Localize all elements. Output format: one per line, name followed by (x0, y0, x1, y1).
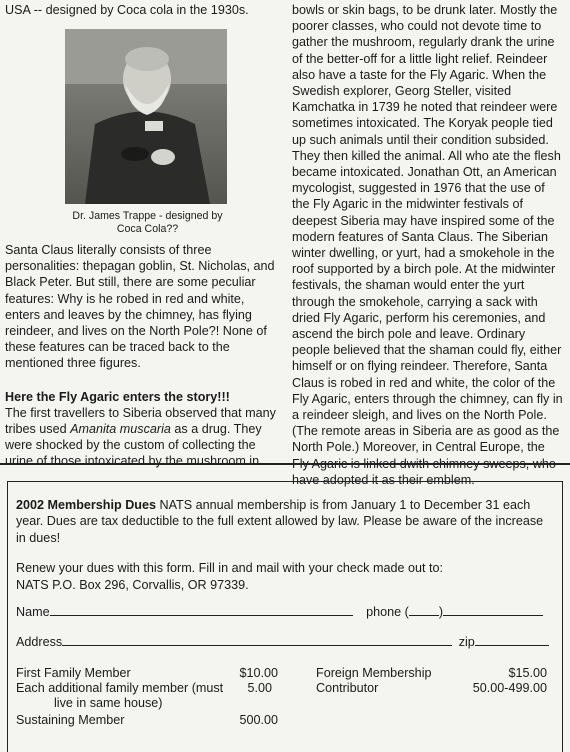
phone-label: phone ( (366, 605, 409, 619)
fee-foreign-label: Foreign Membership (316, 666, 432, 680)
zip-field[interactable] (475, 632, 549, 646)
phone-close-paren: ) (438, 605, 444, 619)
zip-label: zip (458, 635, 475, 649)
photo-caption (45, 210, 250, 236)
left-body (5, 242, 280, 470)
phone-number-field[interactable] (443, 602, 543, 616)
name-label: Name (16, 605, 50, 619)
membership-title: 2002 Membership Dues (16, 498, 156, 512)
fee-first-family-amount: $10.00 (239, 666, 278, 680)
paragraph-travellers (5, 405, 280, 470)
address-field[interactable] (62, 632, 452, 646)
paragraph-travellers-text-b: as a drug. They were shocked by the custom of collecting the urine of those intoxicated by the mushroom in (5, 422, 262, 469)
right-column (292, 2, 564, 488)
fee-additional-label-1: Each additional family member (must (16, 681, 224, 695)
paragraph-travellers-text-a: The first travellers to Siberia observed that many tribes used (5, 405, 276, 437)
species-name-italic: Amanita muscaria (70, 422, 171, 437)
fee-first-family-label: First Family Member (16, 666, 131, 680)
membership-intro-text (16, 497, 556, 546)
fee-foreign-amount: $15.00 (508, 666, 547, 680)
paragraph-reindeer-shaman: bowls or skin bags, to be drunk later. Mostly the poorer classes, who could not devote time to gather the mushroom, regularly drank the urine of the better-off for a little light relief. Reindeer also have a taste for the Fly Agaric. When the Swedish explorer, Georg Steller, visited Kamchatka in 1739 he noted that reindeer were sometimes intoxicated. The Koryak people tied up such animals until their condition subsided. They then killed the animal. All who ate the flesh became intoxicated. Jonathan Ott, an American mycologist, suggested in 1976 that the use of the Fly Agaric in the midwinter festivals of deepest Siberia may have inspired some of the modern features of Santa Claus. The Siberian winter dwelling, or yurt, had a smokehole in the roof supported by a birch pole. At the midwinter festivals, the shaman would enter the yurt through the smokehole, carrying a sack with dried Fly Agaric, perform his ceremonies, and ascend the birch pole and leave. Ordinary people believed that the shaman could fly, either himself or on flying reindeer. Therefore, Santa Claus is robed in red and white, the color of the Fly Agaric, enters through the chimney, can fly in a reindeer sleigh, and lives on the North Pole. (The remote areas in Siberia are as good as the North Pole.) Moreover, in Central Europe, the Fly Agaric is linked dwith chimney sweeps, who have adopted it as their emblem. (292, 3, 563, 487)
section-divider (0, 463, 570, 465)
left-top-line: USA -- designed by Coca cola in the 1930s. (5, 3, 249, 17)
address-label: Address (16, 635, 63, 649)
paragraph-santa-personalities: Santa Claus literally consists of three personalities: thepagan goblin, St. Nicholas, and Black Peter. But still, there are some peculiar features: Why is he robed in red and white, enters and leaves by the chimney, has flying reindeer, and lives on the North Pole?! None of these features can be traced back to the mentioned three figures. (5, 243, 275, 371)
fee-additional-label-2: live in same house) (54, 696, 163, 710)
fee-contributor-amount: 50.00-499.00 (472, 681, 547, 695)
name-phone-row (16, 602, 556, 620)
caption-line-2: Coca Cola?? (116, 223, 179, 235)
address-zip-row (16, 632, 556, 650)
membership-description: NATS annual membership is from January 1 to December 31 each year. Dues are tax deductible to the full extent allowed by law. Please be aware of the increase in dues! (16, 498, 544, 545)
fee-contributor-label: Contributor (316, 681, 379, 695)
name-field[interactable] (50, 602, 353, 616)
fee-sustaining-amount: 500.00 (239, 713, 278, 727)
caption-line-1: Dr. James Trappe - designed by (72, 210, 223, 222)
photo-portrait-image (65, 29, 227, 204)
membership-intro (16, 497, 556, 593)
renew-instructions: Renew your dues with this form. Fill in and mail with your check made out to: (16, 561, 443, 576)
photo-james-trappe (65, 29, 227, 204)
membership-form-box (7, 481, 563, 752)
fee-sustaining-label: Sustaining Member (16, 713, 125, 727)
fee-additional-amount: 5.00 (247, 681, 272, 695)
mailing-address: NATS P.O. Box 296, Corvallis, OR 97339. (16, 577, 249, 592)
phone-area-code-field[interactable] (409, 602, 439, 616)
section-heading-fly-agaric: Here the Fly Agaric enters the story!!! (5, 389, 230, 404)
